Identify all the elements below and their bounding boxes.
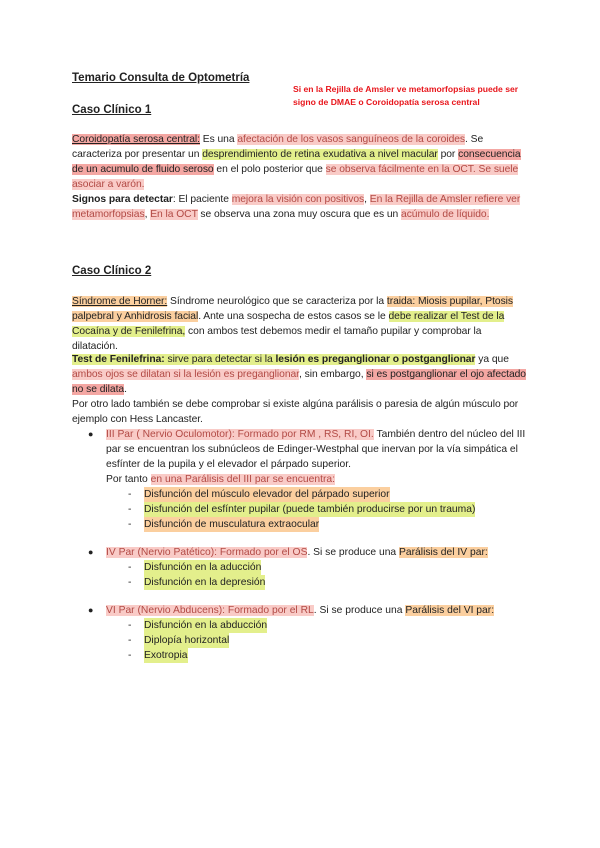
highlight: mejora la visión con positivos [231, 194, 365, 205]
text: ya que [475, 354, 509, 365]
text: por [437, 149, 459, 160]
caso-2-paragraph-2 [72, 352, 528, 397]
highlight: afectación de los vasos sanguíneos de la coroides [237, 134, 466, 145]
bullet-icon: ● [88, 429, 94, 439]
caso-2-paragraph-3: Por otro lado también se debe comprobar si existe algúna parálisis o paresia de algún músculo por ejemplo con Hess Lancaster. [72, 399, 519, 425]
text: . Si se produce una [307, 547, 400, 558]
text: Síndrome neurológico que se caracteriza por la [167, 296, 387, 307]
text: Es una [199, 134, 238, 145]
text: , [364, 194, 370, 205]
highlight: ambos ojos se dilatan si la lesión es preganglionar [72, 369, 299, 380]
list-item-text: Disfunción en la depresión [144, 577, 266, 588]
text: , sin embargo, [298, 369, 367, 380]
text: . [124, 384, 127, 395]
bullet-text [106, 427, 530, 487]
red-side-note: Si en la Rejilla de Amsler ve metamorfopsias puede ser signo de DMAE o Coroidopatía serosa central [293, 84, 519, 107]
caso-1-paragraph-1 [72, 132, 528, 192]
signos-label: Signos para detectar [72, 194, 173, 205]
list-item-text: Disfunción del esfínter pupilar (puede también producirse por un trauma) [144, 504, 476, 515]
text: : El paciente [172, 194, 232, 205]
list-item-text: Disfunción en la abducción [144, 620, 268, 631]
dash-icon: - [128, 620, 132, 631]
highlight: Parálisis del VI par: [405, 605, 495, 616]
bullet-text [106, 545, 530, 560]
dash-icon: - [128, 504, 132, 515]
highlight: si es postganglionar el ojo afectado no se dilata [72, 369, 526, 395]
highlight: desprendimiento de retina exudativa a nivel macular [202, 149, 438, 160]
term-horner: Síndrome de Horner: [72, 296, 168, 307]
text: Por tanto [106, 474, 151, 485]
caso-1-paragraph-2 [72, 192, 528, 222]
highlight: III Par ( Nervio Oculomotor): Formado por RM , RS, RI, OI. [106, 429, 374, 440]
list-item-text: Exotropia [144, 650, 188, 661]
highlight: VI Par (Nervio Abducens): Formado por el RL [106, 605, 314, 616]
highlight: Parálisis del IV par: [399, 547, 488, 558]
caso-1-heading: Caso Clínico 1 [72, 104, 152, 116]
dash-icon: - [128, 635, 132, 646]
document-title: Temario Consulta de Optometría [72, 72, 250, 84]
text: , [144, 209, 151, 220]
text: . Si se produce una [313, 605, 406, 616]
caso-2-heading: Caso Clínico 2 [72, 265, 152, 277]
list-item-text: Diplopía horizontal [144, 635, 230, 646]
text: con ambos test debemos medir el tamaño pupilar y comprobar la dilatación. [72, 326, 482, 352]
list-item-text: Disfunción de musculatura extraocular [144, 519, 320, 530]
highlight: IV Par (Nervio Patético): Formado por el OS [106, 547, 308, 558]
bullet-text [106, 603, 530, 618]
highlight: se observa fácilmente en la OCT. Se suele asociar a varón. [72, 164, 519, 190]
text: . Se caracteriza por presentar un [72, 134, 484, 160]
text: . Ante una sospecha de estos casos se le [198, 311, 389, 322]
text: se observa una zona muy oscura que es un [197, 209, 402, 220]
highlight: En la Rejilla de Amsler refiere ver metamorfopsias [72, 194, 521, 220]
dash-icon: - [128, 577, 132, 588]
list-item-text: Disfunción en la aducción [144, 562, 262, 573]
text: en el polo posterior que [213, 164, 326, 175]
dash-icon: - [128, 519, 132, 530]
highlight-bold: lesión es preganglionar o postganglionar [275, 354, 476, 365]
dash-icon: - [128, 650, 132, 661]
dash-icon: - [128, 489, 132, 500]
highlight: debe realizar el Test de la Cocaína y de Fenilefrina, [72, 311, 505, 337]
text: También dentro del núcleo del III par se encuentran los subnúcleos de Edinger-Westphal que inervan por la vía simpática el esfínter de la pupila y el elevador el párpado superior. [106, 429, 526, 470]
bullet-icon: ● [88, 547, 94, 557]
caso-2-paragraph-1 [72, 294, 528, 354]
highlight: traida: Miosis pupilar, Ptosis palpebral y Anhidrosis facial [72, 296, 514, 322]
test-fenilefrina-label: Test de Fenilefrina: [72, 354, 165, 365]
highlight: en una Parálisis del III par se encuentra: [150, 474, 335, 485]
highlight: acúmulo de líquido. [401, 209, 490, 220]
highlight: sirve para detectar si la [164, 354, 276, 365]
term-coroidopatia: Coroidopatía serosa central: [72, 134, 200, 145]
bullet-icon: ● [88, 605, 94, 615]
highlight: consecuencia de un acumulo de fluido seroso [72, 149, 521, 175]
list-item-text: Disfunción del músculo elevador del párpado superior [144, 489, 390, 500]
highlight: En la OCT [150, 209, 198, 220]
dash-icon: - [128, 562, 132, 573]
